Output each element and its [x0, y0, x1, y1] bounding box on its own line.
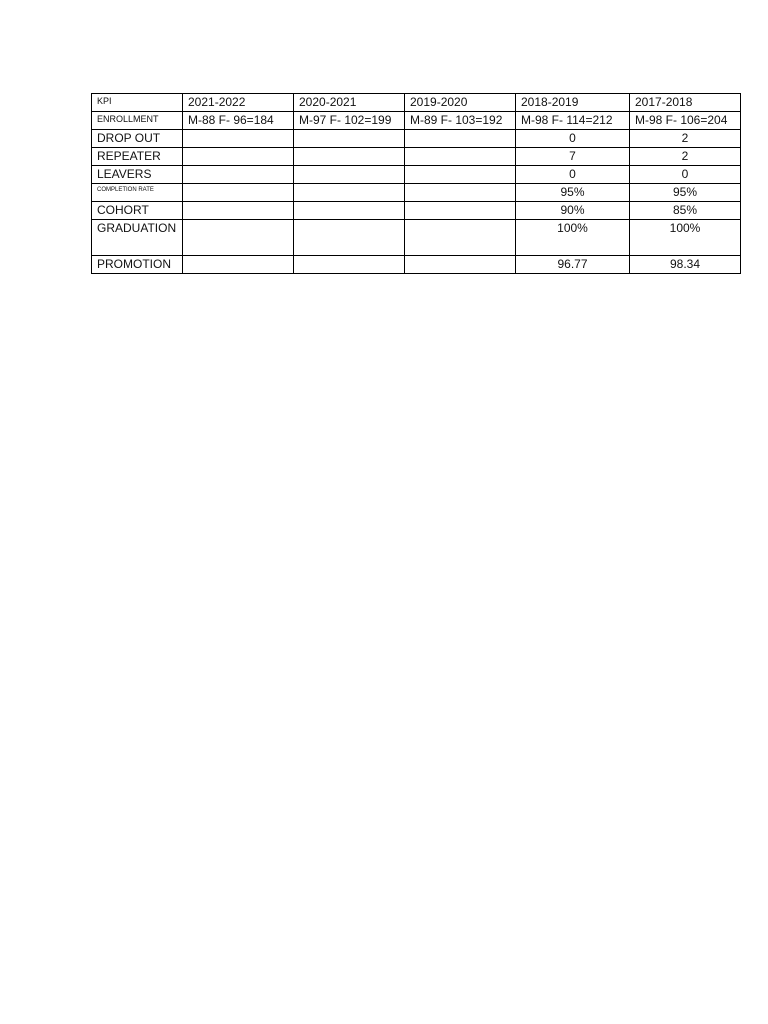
header-year: 2019-2020: [405, 94, 516, 112]
table-row: [92, 202, 741, 220]
table-row: [92, 130, 741, 148]
table-header-row: [92, 94, 741, 112]
table-cell: [405, 256, 516, 274]
table-cell: [294, 202, 405, 220]
table-row: [92, 166, 741, 184]
table-cell: 100%: [516, 220, 630, 256]
table-cell: [405, 220, 516, 256]
table-cell: [183, 256, 294, 274]
table-cell: 0: [516, 166, 630, 184]
table-cell: [294, 256, 405, 274]
row-label: COHORT: [92, 202, 183, 220]
table-cell: [405, 148, 516, 166]
header-year: 2021-2022: [183, 94, 294, 112]
table-cell: [183, 148, 294, 166]
table-cell: [405, 184, 516, 202]
table-row: [92, 112, 741, 130]
row-label: PROMOTION: [92, 256, 183, 274]
table-cell: 2: [630, 130, 741, 148]
row-label: ENROLLMENT: [92, 112, 183, 130]
table-row: [92, 148, 741, 166]
table-cell: [294, 184, 405, 202]
kpi-table: [91, 93, 741, 274]
table-cell: 95%: [630, 184, 741, 202]
table-cell: 98.34: [630, 256, 741, 274]
table-cell: [183, 130, 294, 148]
header-year: 2017-2018: [630, 94, 741, 112]
table-row: [92, 220, 741, 256]
row-label: REPEATER: [92, 148, 183, 166]
row-label: COMPLETION RATE: [92, 184, 183, 202]
table-cell: M-98 F- 114=212: [516, 112, 630, 130]
header-kpi: KPI: [92, 94, 183, 112]
header-year: 2020-2021: [294, 94, 405, 112]
table-cell: M-89 F- 103=192: [405, 112, 516, 130]
table-cell: 2: [630, 148, 741, 166]
table-cell: [294, 148, 405, 166]
table-cell: 95%: [516, 184, 630, 202]
table-cell: [183, 220, 294, 256]
table-cell: [183, 184, 294, 202]
table-cell: 90%: [516, 202, 630, 220]
table-cell: [405, 202, 516, 220]
table-cell: [183, 166, 294, 184]
row-label: LEAVERS: [92, 166, 183, 184]
table-cell: M-97 F- 102=199: [294, 112, 405, 130]
table-cell: [294, 166, 405, 184]
row-label: DROP OUT: [92, 130, 183, 148]
table-cell: [405, 130, 516, 148]
table-cell: 0: [630, 166, 741, 184]
table-cell: [294, 220, 405, 256]
table-cell: M-88 F- 96=184: [183, 112, 294, 130]
table-cell: 7: [516, 148, 630, 166]
table-cell: 85%: [630, 202, 741, 220]
table-cell: [405, 166, 516, 184]
table-row: [92, 256, 741, 274]
table-cell: M-98 F- 106=204: [630, 112, 741, 130]
table-cell: 0: [516, 130, 630, 148]
table-cell: 96.77: [516, 256, 630, 274]
table-row: [92, 184, 741, 202]
table-cell: [294, 130, 405, 148]
table-cell: 100%: [630, 220, 741, 256]
header-year: 2018-2019: [516, 94, 630, 112]
row-label: GRADUATION: [92, 220, 183, 256]
table-cell: [183, 202, 294, 220]
